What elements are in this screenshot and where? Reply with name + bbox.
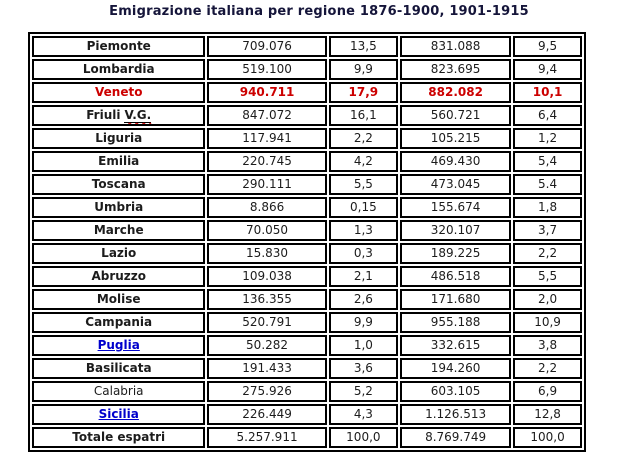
percent-1876-1900-cell: 0,3 [329, 243, 398, 264]
percent-1901-1915-cell: 6,4 [513, 105, 582, 126]
percent-1876-1900-cell: 13,5 [329, 36, 398, 57]
percent-1876-1900-cell: 1,0 [329, 335, 398, 356]
region-cell: Piemonte [32, 36, 205, 57]
value-1901-1915-cell: 1.126.513 [400, 404, 511, 425]
table-row-friuli [32, 105, 582, 126]
percent-1901-1915-cell: 5,4 [513, 151, 582, 172]
region-name-spellcheck-underline: V.G. [124, 108, 152, 122]
table-row-lazio [32, 243, 582, 264]
value-1876-1900-cell: 136.355 [207, 289, 326, 310]
region-link-puglia[interactable]: Puglia [97, 338, 140, 352]
table-row-marche [32, 220, 582, 241]
region-link-sicilia[interactable]: Sicilia [98, 407, 139, 421]
percent-1876-1900-cell: 9,9 [329, 59, 398, 80]
value-1901-1915-cell: 560.721 [400, 105, 511, 126]
percent-1876-1900-cell: 9,9 [329, 312, 398, 333]
percent-1901-1915-cell: 9,4 [513, 59, 582, 80]
table-row-basilicata [32, 358, 582, 379]
value-1901-1915-cell: 882.082 [400, 82, 511, 103]
value-1901-1915-cell: 171.680 [400, 289, 511, 310]
value-1876-1900-cell: 117.941 [207, 128, 326, 149]
percent-1901-1915-cell: 10,9 [513, 312, 582, 333]
table-row-campania [32, 312, 582, 333]
value-1901-1915-cell: 320.107 [400, 220, 511, 241]
value-1876-1900-cell: 847.072 [207, 105, 326, 126]
value-1901-1915-cell: 469.430 [400, 151, 511, 172]
value-1876-1900-cell: 8.866 [207, 197, 326, 218]
percent-1901-1915-cell: 6,9 [513, 381, 582, 402]
value-1876-1900-cell: 191.433 [207, 358, 326, 379]
percent-1876-1900-cell: 1,3 [329, 220, 398, 241]
percent-1876-1900-cell: 2,2 [329, 128, 398, 149]
percent-1901-1915-cell: 12,8 [513, 404, 582, 425]
percent-1901-1915-cell: 1,2 [513, 128, 582, 149]
table-row-molise [32, 289, 582, 310]
percent-1901-1915-cell: 3,7 [513, 220, 582, 241]
region-cell: Emilia [32, 151, 205, 172]
percent-1876-1900-cell: 2,6 [329, 289, 398, 310]
percent-1901-1915-cell: 9,5 [513, 36, 582, 57]
table-row-calabria [32, 381, 582, 402]
table-row-veneto-highlighted [32, 82, 582, 103]
value-1901-1915-cell: 105.215 [400, 128, 511, 149]
value-1876-1900-cell: 940.711 [207, 82, 326, 103]
percent-1876-1900-cell: 3,6 [329, 358, 398, 379]
region-cell: Totale espatri [32, 427, 205, 448]
region-cell: Umbria [32, 197, 205, 218]
value-1901-1915-cell: 194.260 [400, 358, 511, 379]
percent-1901-1915-cell: 3,8 [513, 335, 582, 356]
page-title: Emigrazione italiana per regione 1876-1900, 1901-1915 [109, 4, 529, 19]
percent-1876-1900-cell: 17,9 [329, 82, 398, 103]
region-cell: Liguria [32, 128, 205, 149]
percent-1901-1915-cell: 5.4 [513, 174, 582, 195]
table-row-umbria [32, 197, 582, 218]
percent-1876-1900-cell: 4,3 [329, 404, 398, 425]
region-cell: Veneto [32, 82, 205, 103]
percent-1901-1915-cell: 2,0 [513, 289, 582, 310]
percent-1901-1915-cell: 10,1 [513, 82, 582, 103]
table-row-lombardia [32, 59, 582, 80]
region-cell [32, 105, 205, 126]
value-1876-1900-cell: 519.100 [207, 59, 326, 80]
percent-1901-1915-cell: 2,2 [513, 358, 582, 379]
value-1901-1915-cell: 955.188 [400, 312, 511, 333]
region-cell: Calabria [32, 381, 205, 402]
value-1876-1900-cell: 290.111 [207, 174, 326, 195]
value-1876-1900-cell: 109.038 [207, 266, 326, 287]
region-cell: Campania [32, 312, 205, 333]
percent-1901-1915-cell: 100,0 [513, 427, 582, 448]
percent-1901-1915-cell: 2,2 [513, 243, 582, 264]
percent-1901-1915-cell: 1,8 [513, 197, 582, 218]
region-cell: Basilicata [32, 358, 205, 379]
percent-1876-1900-cell: 100,0 [329, 427, 398, 448]
region-cell [32, 335, 205, 356]
region-cell: Toscana [32, 174, 205, 195]
table-row-abruzzo [32, 266, 582, 287]
value-1876-1900-cell: 50.282 [207, 335, 326, 356]
percent-1876-1900-cell: 4,2 [329, 151, 398, 172]
percent-1876-1900-cell: 16,1 [329, 105, 398, 126]
value-1876-1900-cell: 5.257.911 [207, 427, 326, 448]
region-cell: Lombardia [32, 59, 205, 80]
table-row-emilia [32, 151, 582, 172]
percent-1876-1900-cell: 0,15 [329, 197, 398, 218]
value-1876-1900-cell: 226.449 [207, 404, 326, 425]
table-row-puglia [32, 335, 582, 356]
value-1901-1915-cell: 473.045 [400, 174, 511, 195]
value-1876-1900-cell: 520.791 [207, 312, 326, 333]
value-1901-1915-cell: 155.674 [400, 197, 511, 218]
table-row-toscana [32, 174, 582, 195]
region-cell: Abruzzo [32, 266, 205, 287]
value-1876-1900-cell: 709.076 [207, 36, 326, 57]
table-row-liguria [32, 128, 582, 149]
region-name-part: Friuli [86, 108, 121, 122]
table-row-totale-espatri [32, 427, 582, 448]
value-1901-1915-cell: 603.105 [400, 381, 511, 402]
value-1876-1900-cell: 15.830 [207, 243, 326, 264]
percent-1876-1900-cell: 5,2 [329, 381, 398, 402]
value-1901-1915-cell: 823.695 [400, 59, 511, 80]
value-1901-1915-cell: 831.088 [400, 36, 511, 57]
table-row-sicilia [32, 404, 582, 425]
percent-1876-1900-cell: 5,5 [329, 174, 398, 195]
value-1901-1915-cell: 189.225 [400, 243, 511, 264]
region-cell [32, 404, 205, 425]
region-cell: Molise [32, 289, 205, 310]
table-row-piemonte [32, 36, 582, 57]
value-1901-1915-cell: 332.615 [400, 335, 511, 356]
percent-1876-1900-cell: 2,1 [329, 266, 398, 287]
region-cell: Marche [32, 220, 205, 241]
percent-1901-1915-cell: 5,5 [513, 266, 582, 287]
emigration-table [28, 32, 586, 452]
value-1876-1900-cell: 70.050 [207, 220, 326, 241]
value-1876-1900-cell: 275.926 [207, 381, 326, 402]
region-cell: Lazio [32, 243, 205, 264]
value-1876-1900-cell: 220.745 [207, 151, 326, 172]
value-1901-1915-cell: 8.769.749 [400, 427, 511, 448]
value-1901-1915-cell: 486.518 [400, 266, 511, 287]
